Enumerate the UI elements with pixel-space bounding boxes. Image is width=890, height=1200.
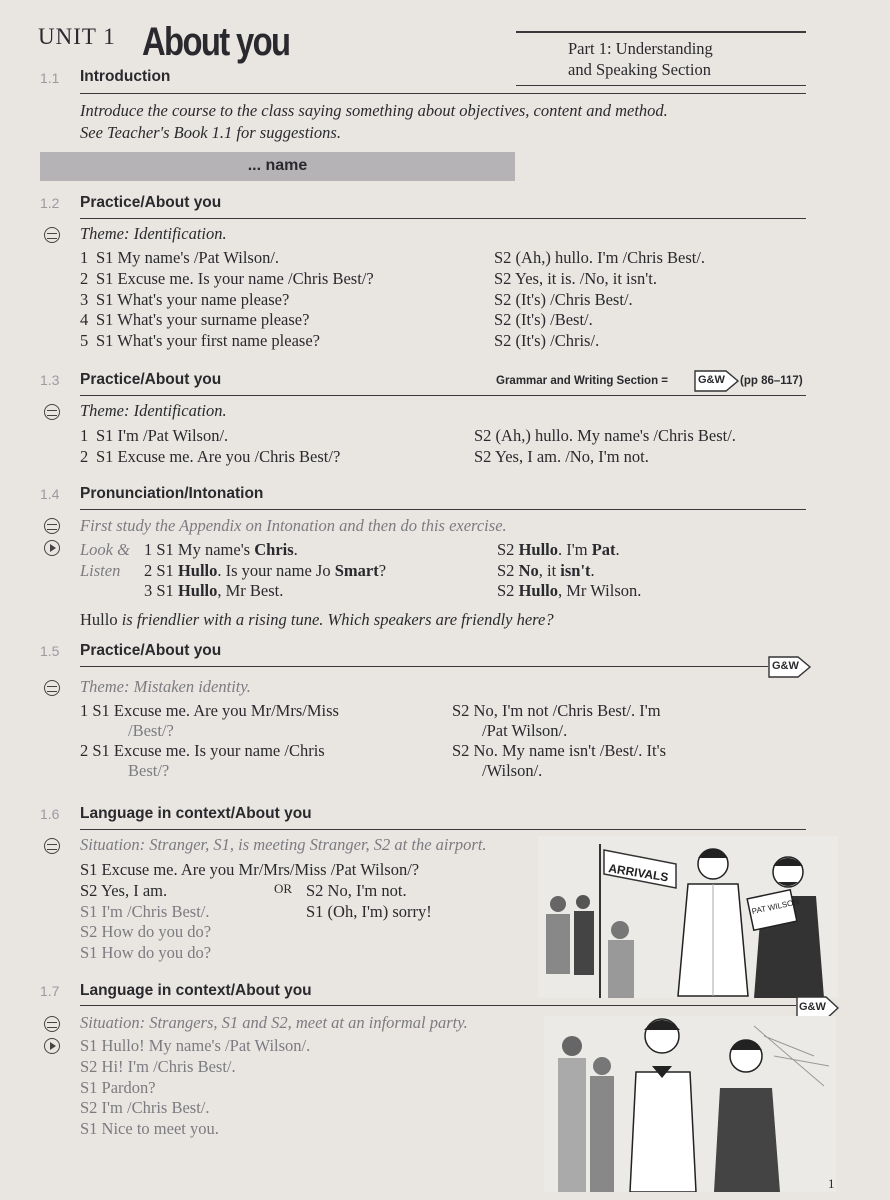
section-number: 1.1 [40,70,60,86]
dialogue-right: S2 (Ah,) hullo. I'm /Chris Best/. S2 Yes, it is. /No, it isn't. S2 (It's) /Chris Best/. S2 (It's) /Best/. S2 (It's) /Chris/. [494,248,706,351]
gw-label: G&W [698,374,725,386]
section-number: 1.6 [40,806,60,822]
page-range: (pp 86–117) [740,375,803,387]
svg-text:PAT WILSON: PAT WILSON [750,897,800,917]
dialogue-left: 1 S1 I'm /Pat Wilson/. 2 S1 Excuse me. Are you /Chris Best/? [80,426,341,466]
look-label: Look & [80,540,130,559]
dialogue-line: S2 No, I'm not. [306,881,407,900]
section-number: 1.7 [40,983,60,999]
dialogue-line: 1 S1 My name's Chris. [144,540,298,559]
gw-label: G&W [772,660,799,672]
dialogue-left: 2 S1 Excuse me. Is your name /Chris Best/? [80,741,325,780]
section-number: 1.5 [40,643,60,659]
section-title: Pronunciation/Intonation [80,485,264,502]
svg-text:ARRIVALS: ARRIVALS [607,861,670,885]
dialogue-line: 2 S1 Hullo. Is your name Jo Smart? [144,561,387,580]
dialogue-right: S2 (Ah,) hullo. My name's /Chris Best/. S2 Yes, I am. /No, I'm not. [474,426,736,466]
dialogue-left: 1 S1 Excuse me. Are you Mr/Mrs/Miss /Best/? [80,701,339,740]
listen-label: Listen [80,561,121,580]
dialogue-right: S2 No, I'm not /Chris Best/. I'm /Pat Wilson/. [452,701,661,740]
section-title: Practice/About you [80,194,222,211]
section-title: Practice/About you [80,371,222,388]
section-number: 1.4 [40,486,60,502]
intonation-note: Hullo is friendlier with a rising tune. Which speakers are friendly here? [80,610,554,629]
listen-icon [44,540,60,556]
cassette-icon [44,518,60,534]
section-title: Introduction [80,68,171,85]
gw-label: G&W [799,1001,826,1013]
instruction-line: First study the Appendix on Intonation and then do this exercise. [80,516,507,535]
page-number: 1 [828,1176,835,1191]
party-illustration [544,1016,836,1192]
theme-line: Theme: Mistaken identity. [80,677,251,696]
dialogue-line: S1 (Oh, I'm) sorry! [306,902,432,921]
or-label: OR [274,881,293,896]
header-rule [516,31,806,33]
dialogue-right: S2 Hullo. I'm Pat. S2 No, it isn't. S2 Hullo, Mr Wilson. [497,540,642,601]
theme-line: Theme: Identification. [80,401,227,420]
cassette-icon [44,680,60,696]
cassette-icon [44,227,60,243]
intro-text: Introduce the course to the class saying something about objectives, content and method. See Teacher's Book 1.1 for suggestions. [80,101,668,142]
section-number: 1.2 [40,195,60,211]
section-title: Language in context/About you [80,982,312,999]
airport-illustration [538,836,838,998]
situation-line: Situation: Strangers, S1 and S2, meet at an informal party. [80,1013,468,1032]
theme-line: Theme: Identification. [80,224,227,243]
dialogue-right: S2 No. My name isn't /Best/. It's /Wilson/. [452,741,667,780]
unit-label: UNIT 1 [38,24,116,49]
topic-band: ... name [40,152,515,181]
dialogue-left: 1 S1 My name's /Pat Wilson/. 2 S1 Excuse me. Is your name /Chris Best/? 3 S1 What's your name please? 4 S1 What's your surname please? 5 S1 What's your first name please? [80,248,374,351]
section-title: Practice/About you [80,642,222,659]
section-number: 1.3 [40,372,60,388]
cassette-icon [44,404,60,420]
section-title: Language in context/About you [80,805,312,822]
dialogue-line: 3 S1 Hullo, Mr Best. [144,581,284,600]
gw-reference: Grammar and Writing Section = [496,375,669,387]
dialogue-left: S1 Hullo! My name's /Pat Wilson/. S2 Hi! I'm /Chris Best/. S1 Pardon? S2 I'm /Chris Best/. S1 Nice to meet you. [80,1036,311,1139]
unit-title: About you [142,20,290,64]
listen-icon [44,1038,60,1054]
situation-line: Situation: Stranger, S1, is meeting Stranger, S2 at the airport. [80,835,487,854]
part-label: Part 1: Understanding and Speaking Section [568,39,713,79]
dialogue-left: S1 Excuse me. Are you Mr/Mrs/Miss /Pat Wilson/? S2 Yes, I am. S1 I'm /Chris Best/. S2 How do you do? S1 How do you do? [80,860,420,963]
cassette-icon [44,838,60,854]
cassette-icon [44,1016,60,1032]
